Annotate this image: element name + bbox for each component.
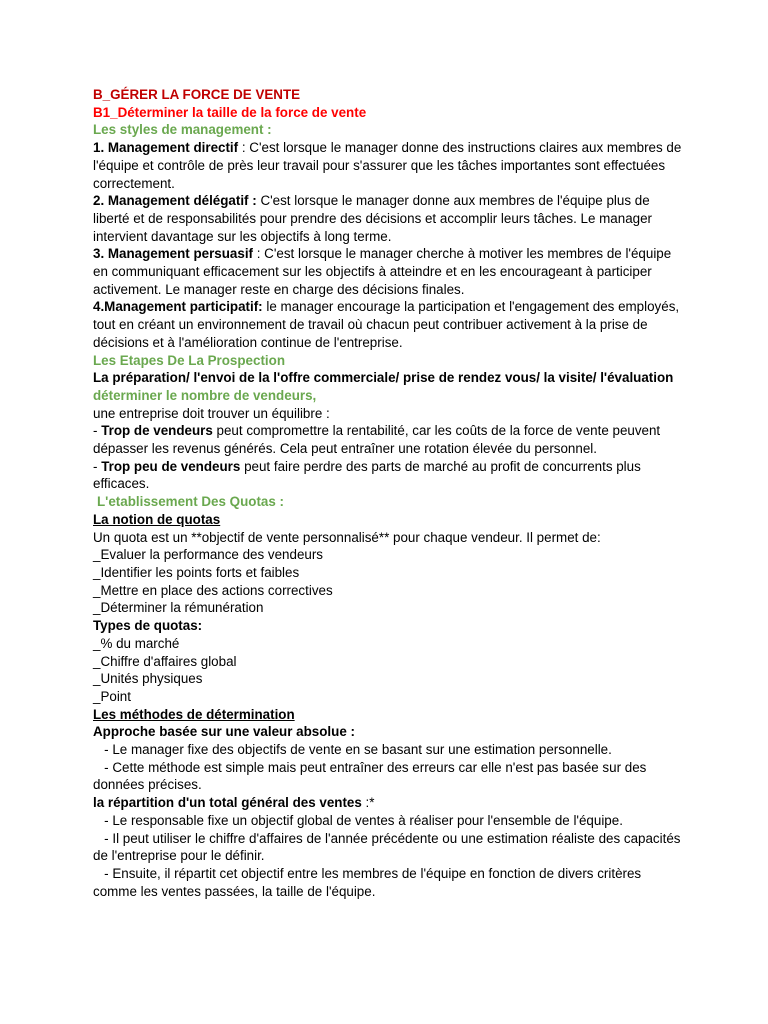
- list-item: [93, 759, 683, 794]
- doc-title: B_GÉRER LA FORCE DE VENTE: [93, 87, 301, 102]
- style-text: C'est lorsque le manager donne aux membres de l'équipe plus de liberté et de responsabilités pour prendre des décisions et accomplir leurs tâches. Le manager intervient davantage sur les objectifs à long terme.: [93, 193, 652, 244]
- style-item: [93, 245, 683, 298]
- list-item-text: - Le responsable fixe un objectif global de ventes à réaliser pour l'ensemble de l'équipe.: [104, 812, 623, 828]
- notion-heading: La notion de quotas: [93, 511, 221, 527]
- prospection-steps: La préparation/ l'envoi de la l'offre commerciale/ prise de rendez vous/ la visite/ l'évaluation: [93, 370, 674, 386]
- absolue-heading: Approche basée sur une valeur absolue :: [93, 724, 355, 740]
- dash: -: [93, 458, 102, 474]
- style-item: [93, 192, 683, 245]
- notion-text: Un quota est un **objectif de vente personnalisé** pour chaque vendeur. Il permet de:: [93, 529, 601, 545]
- trop-vendeurs-item: [93, 422, 683, 457]
- list-item: _% du marché: [93, 635, 180, 651]
- styles-heading: Les styles de management :: [93, 122, 272, 138]
- style-item: [93, 139, 683, 192]
- list-item: [93, 830, 683, 865]
- list-item: [93, 812, 683, 830]
- style-text: le manager encourage la participation et l'engagement des employés, tout en créant un environnement de travail où chacun peut contribuer activement à la prise de décisions et à l'amélioration continue de l'entreprise.: [93, 299, 680, 350]
- equilibre-intro: une entreprise doit trouver un équilibre :: [93, 405, 330, 421]
- style-label: 1. Management directif: [93, 140, 239, 156]
- list-item-text: - Cette méthode est simple mais peut entraîner des erreurs car elle n'est pas basée sur des données précises.: [93, 759, 647, 793]
- trop-vendeurs-label: Trop de vendeurs: [101, 423, 213, 439]
- prospection-heading: Les Etapes De La Prospection: [93, 352, 285, 368]
- style-label: 4.Management participatif:: [93, 299, 263, 315]
- style-text: C'est lorsque le manager cherche à motiver les membres de l'équipe en communiquant efficacement sur les objectifs à atteindre et en les encourageant à participer activement. Le manager reste en charge des décisions finales.: [93, 246, 672, 297]
- style-label: 2. Management délégatif :: [93, 193, 257, 209]
- list-item: _Mettre en place des actions correctives: [93, 582, 333, 598]
- methodes-heading: Les méthodes de détermination: [93, 706, 295, 722]
- list-item-text: - Il peut utiliser le chiffre d'affaires de l'année précédente ou une estimation réaliste des capacités de l'entreprise pour le définir.: [93, 830, 681, 864]
- types-heading: Types de quotas:: [93, 618, 203, 634]
- list-item: _Identifier les points forts et faibles: [93, 564, 300, 580]
- repartition-line: [93, 794, 683, 812]
- trop-peu-text: peut faire perdre des parts de marché au profit de concurrents plus efficaces.: [93, 458, 641, 492]
- repartition-suffix: :*: [361, 795, 375, 811]
- quotas-heading: L'etablissement Des Quotas :: [97, 494, 284, 510]
- trop-vendeurs-text: peut compromettre la rentabilité, car les coûts de la force de vente peuvent dépasser les revenus générés. Cela peut entraîner une rotation élevée du personnel.: [93, 423, 661, 457]
- list-item: _Evaluer la performance des vendeurs: [93, 547, 324, 563]
- list-item: _Unités physiques: [93, 671, 203, 687]
- style-label: 3. Management persuasif: [93, 246, 253, 262]
- document-page: [93, 86, 683, 900]
- dash: -: [93, 423, 102, 439]
- list-item: [93, 741, 683, 759]
- list-item: [93, 865, 683, 900]
- vendeurs-heading: déterminer le nombre de vendeurs,: [93, 387, 317, 403]
- style-text: C'est lorsque le manager donne des instructions claires aux membres de l'équipe et contrôle de près leur travail pour s'assurer que les tâches importantes sont effectuées correctement.: [93, 140, 682, 191]
- list-item: _Chiffre d'affaires global: [93, 653, 237, 669]
- list-item-text: - Ensuite, il répartit cet objectif entre les membres de l'équipe en fonction de divers critères comme les ventes passées, la taille de l'équipe.: [93, 865, 642, 899]
- style-item: [93, 298, 683, 351]
- doc-subtitle: B1_Déterminer la taille de la force de vente: [93, 104, 367, 120]
- trop-peu-label: Trop peu de vendeurs: [101, 458, 241, 474]
- style-sep: :: [238, 140, 250, 156]
- list-item: _Point: [93, 688, 131, 704]
- list-item-text: - Le manager fixe des objectifs de vente en se basant sur une estimation personnelle.: [104, 742, 612, 758]
- repartition-heading: la répartition d'un total général des ventes: [93, 795, 362, 811]
- list-item: _Déterminer la rémunération: [93, 600, 264, 616]
- trop-peu-item: [93, 458, 683, 493]
- style-sep: :: [253, 246, 265, 262]
